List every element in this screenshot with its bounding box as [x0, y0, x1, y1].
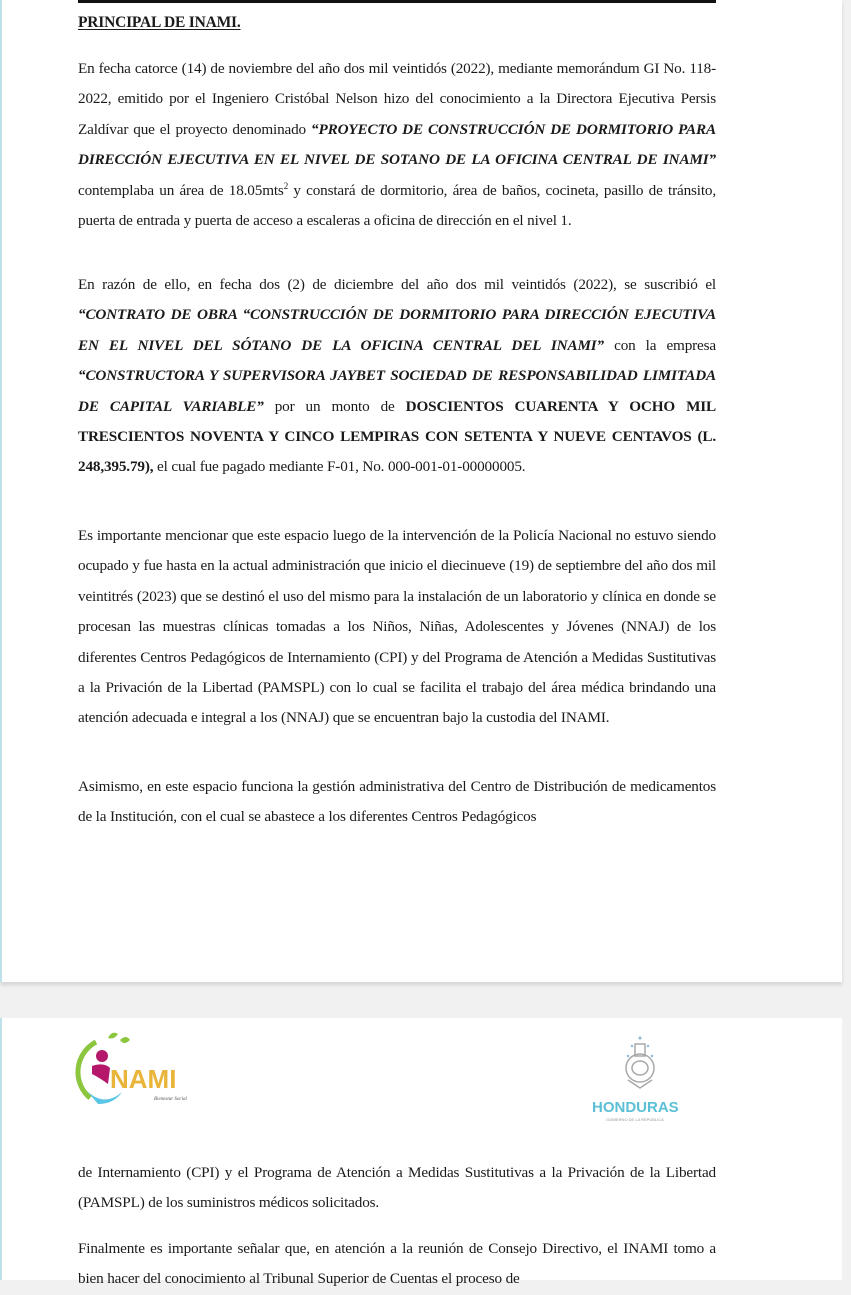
text: por un monto de [263, 397, 406, 415]
superscript: 2 [283, 180, 289, 191]
text: con la empresa [604, 336, 716, 354]
inami-logo-icon [74, 1030, 199, 1110]
honduras-government-logo-icon [588, 1030, 723, 1125]
company-name: “CONSTRUCTORA Y SUPERVISORA JAYBET SOCIEDAD DE RESPONSABILIDAD LIMITADA DE CAPITAL VARIABLE” [78, 367, 716, 415]
svg-text:GOBIERNO DE LA REPÚBLICA: GOBIERNO DE LA REPÚBLICA [606, 1117, 664, 1122]
paragraph-memorandum [78, 54, 716, 236]
previous-heading-underline [78, 0, 716, 3]
paragraph-contract [78, 270, 716, 483]
text: En fecha catorce (14) de noviembre del año dos mil veintidós (2022), mediante memorándum GI No. 118-2022, emitido por el Ingeniero Cristóbal Nelson hizo del conocimiento a la Directora Ejecutiva Persis Zaldívar que el proyecto denominado [78, 60, 716, 138]
contract-amount: DOSCIENTOS CUARENTA Y OCHO MIL TRESCIENTOS NOVENTA Y CINCO LEMPIRAS CON SETENTA Y NUEVE CENTAVOS (L. 248,395.79), [78, 397, 716, 476]
text: el cual fue pagado mediante F-01, No. 000-001-01-00000005. [153, 458, 526, 476]
paragraph-continuation: de Internamiento (CPI) y el Programa de Atención a Medidas Sustitutivas a la Privación de la Libertad (PAMSPL) de los suministros médicos solicitados. [78, 1164, 716, 1212]
svg-text:NAMI: NAMI [110, 1064, 177, 1094]
project-name: “PROYECTO DE CONSTRUCCIÓN DE DORMITORIO PARA DIRECCIÓN EJECUTIVA EN EL NIVEL DE SOTANO DE LA OFICINA CENTRAL DE INAMI” [78, 120, 716, 169]
contract-name: “CONTRATO DE OBRA “CONSTRUCCIÓN DE DORMITORIO PARA DIRECCIÓN EJECUTIVA EN EL NIVEL DEL SÓTANO DE LA OFICINA CENTRAL DEL INAMI” [78, 306, 716, 354]
text: contemplaba un área de 18.05mts [78, 181, 284, 199]
svg-text:HONDURAS: HONDURAS [592, 1099, 679, 1116]
text: y constará de dormitorio, área de baños, cocineta, pasillo de tránsito, puerta de entrada y puerta de acceso a escaleras a oficina de dirección en el nivel 1. [78, 181, 717, 230]
svg-text:Bienestar Social: Bienestar Social [154, 1097, 187, 1102]
paragraph-conclusion: Finalmente es importante señalar que, en atención a la reunión de Consejo Directivo, el INAMI tomo a bien hacer del conocimiento al Tribunal Superior de Cuentas el proceso de [78, 1240, 716, 1288]
paragraph-distribution: Asimismo, en este espacio funciona la gestión administrativa del Centro de Distribución de medicamentos de la Institución, con el cual se abastece a los diferentes Centros Pedagógicos [78, 778, 716, 826]
paragraph-space-usage: Es importante mencionar que este espacio luego de la intervención de la Policía Nacional no estuvo siendo ocupado y fue hasta en la actual administración que inicio el diecinueve (19) de septiembre del año dos mil veintitrés (2023) que se destinó el uso del mismo para la instalación de un laboratorio y clínica en donde se procesan las muestras clínicas tomadas a los Niños, Niñas, Adolescentes y Jóvenes (NNAJ) de los diferentes Centros Pedagógicos de Internamiento (CPI) y del Programa de Atención a Medidas Sustitutivas a la Privación de la Libertad (PAMSPL) con lo cual se facilita el trabajo del área médica brindando una atención adecuada e integral a los (NNAJ) que se encuentran bajo la custodia del INAMI. [78, 527, 716, 727]
text: En razón de ello, en fecha dos (2) de diciembre del año dos mil veintidós (2022), se suscribió el [78, 276, 716, 293]
section-heading: PRINCIPAL DE INAMI. [78, 14, 241, 31]
